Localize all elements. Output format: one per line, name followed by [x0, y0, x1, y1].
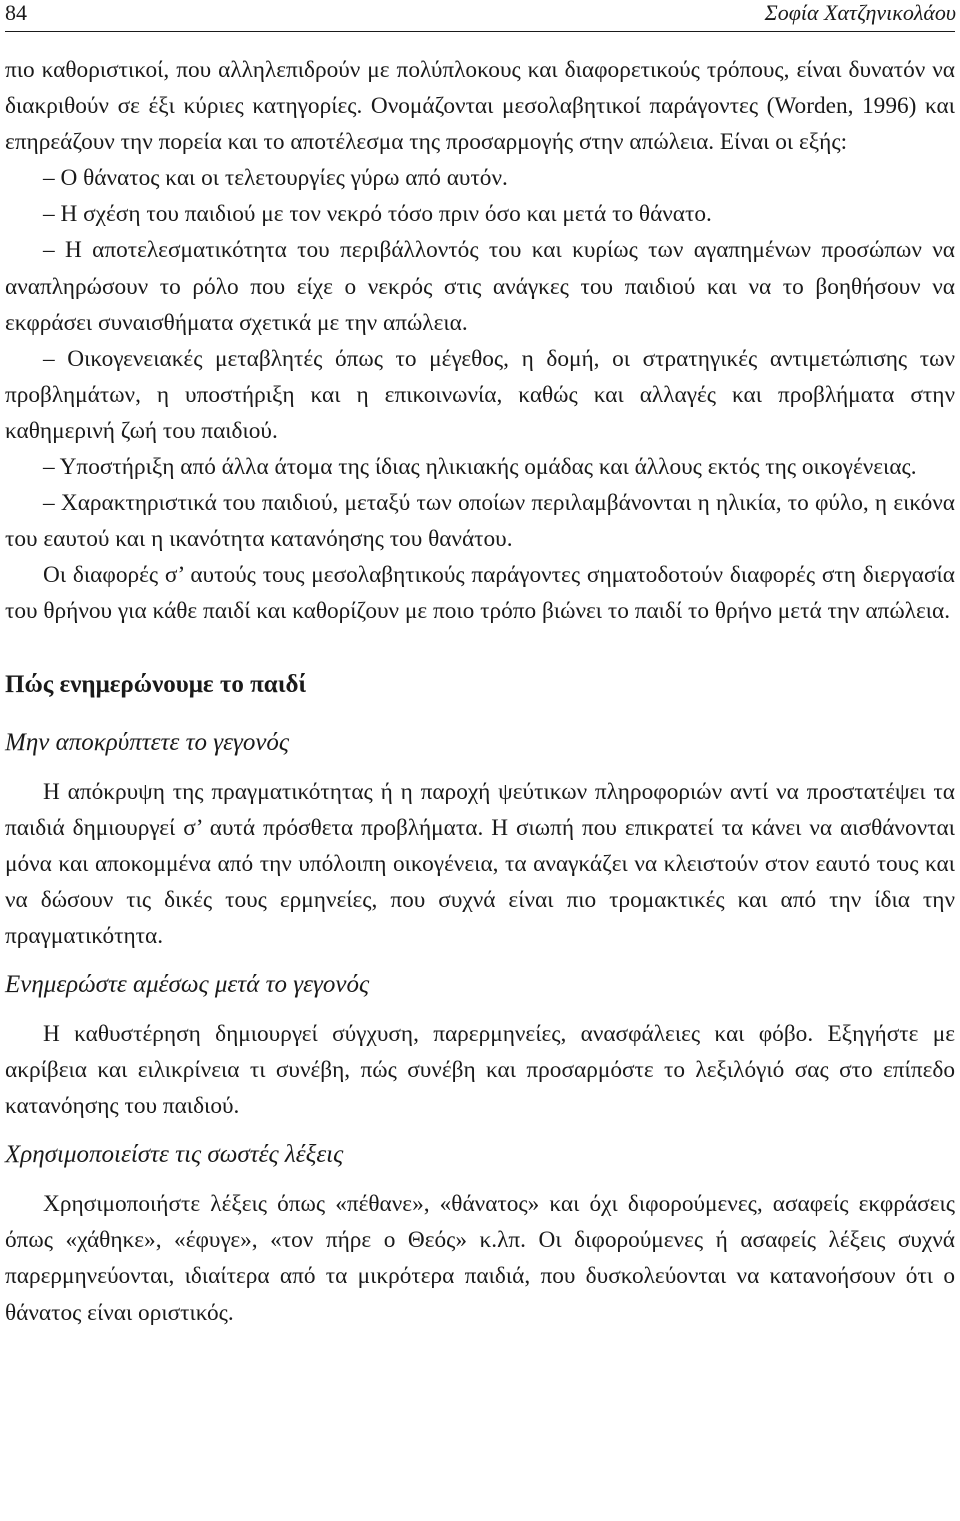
- bullet-item: – Η αποτελεσματικότητα του περιβάλλοντός του και κυρίως των αγαπημένων προσώπων να αναπληρώσουν το ρόλο που είχε ο νεκρός στις ανάγκες του παιδιού και να το βοηθήσουν να εκφράσει συναισθήματα σχετικά με την απώλεια.: [5, 237, 955, 336]
- section-heading: Πώς ενημερώνουμε το παιδί: [5, 670, 307, 698]
- bullet-item: – Οικογενειακές μεταβλητές όπως το μέγεθος, η δομή, οι στρατηγικές αντιμετώπισης των προβλημάτων, η υποστήριξη και η επικοινωνία, καθώς και αλλαγές και προβλήματα στην καθημερινή ζωή του παιδιού.: [5, 345, 955, 444]
- bullet-item: – Ο θάνατος και οι τελετουργίες γύρω από αυτόν.: [43, 165, 508, 192]
- running-head-author: Σοφία Χατζηνικολάου: [764, 0, 956, 25]
- intro-paragraph: πιο καθοριστικοί, που αλληλεπιδρούν με πολύπλοκους και διαφορετικούς τρόπους, είναι δυνατόν να διακριθούν σε έξι κύριες κατηγορίες. Ονομάζονται μεσολαβητικοί παράγοντες (Worden, 1996) και επηρεάζουν την πορεία και το αποτέλεσμα της προσαρμογής στην απώλεια. Είναι οι εξής:: [5, 57, 955, 156]
- page-header: [0, 0, 960, 28]
- subsection-heading: Μην αποκρύπτετε το γεγονός: [5, 728, 290, 756]
- page-body: [5, 52, 955, 1331]
- subsection-paragraph: Χρησιμοποιήστε λέξεις όπως «πέθανε», «θάνατος» και όχι διφορούμενες, ασαφείς εκφράσεις όπως «χάθηκε», «έφυγε», «τον πήρε ο Θεός» κ.λπ. Οι διφορούμενες ή ασαφείς λέξεις συχνά παρερμηνεύονται, ιδιαίτερα από τα μικρότερα παιδιά, που δυσκολεύονται να κατανοήσουν ότι ο θάνατος είναι οριστικός.: [5, 1191, 955, 1326]
- bullet-item: – Χαρακτηριστικά του παιδιού, μεταξύ των οποίων περιλαμβάνονται η ηλικία, το φύλο, η εικόνα του εαυτού και η ικανότητα κατανόησης του θανάτου.: [5, 490, 955, 553]
- page-number: 84: [5, 0, 27, 25]
- subsection-paragraph: Η απόκρυψη της πραγματικότητας ή η παροχή ψεύτικων πληροφοριών αντί να προστατέψει τα παιδιά δημιουργεί σ’ αυτά πρόσθετα προβλήματα. Η σιωπή που επικρατεί τα κάνει να αισθάνονται μόνα και αποκομμένα από την υπόλοιπη οικογένεια, τα αναγκάζει να κλειστούν στον εαυτό τους και να δώσουν τις δικές τους ερμηνείες, που συχνά είναι πιο τρομακτικές και από την ίδια την πραγματικότητα.: [5, 778, 955, 949]
- subsection-heading: Χρησιμοποιείστε τις σωστές λέξεις: [5, 1141, 344, 1169]
- subsection-heading: Ενημερώστε αμέσως μετά το γεγονός: [5, 970, 370, 998]
- differences-paragraph: Οι διαφορές σ’ αυτούς τους μεσολαβητικούς παράγοντες σηματοδοτούν διαφορές στη διεργασία του θρήνου για κάθε παιδί και καθορίζουν με ποιο τρόπο βιώνει το παιδί το θρήνο μετά την απώλεια.: [5, 562, 955, 625]
- bullet-item: – Υποστήριξη από άλλα άτομα της ίδιας ηλικιακής ομάδας και άλλους εκτός της οικογένειας.: [43, 454, 917, 481]
- header-rule: [5, 31, 955, 32]
- subsection-paragraph: Η καθυστέρηση δημιουργεί σύγχυση, παρερμηνείες, ανασφάλειες και φόβο. Εξηγήστε με ακρίβεια και ειλικρίνεια τι συνέβη, πώς συνέβη και προσαρμόστε το λεξιλόγιό σας στο επίπεδο κατανόησης του παιδιού.: [5, 1020, 955, 1120]
- bullet-item: – Η σχέση του παιδιού με τον νεκρό τόσο πριν όσο και μετά το θάνατο.: [43, 201, 712, 228]
